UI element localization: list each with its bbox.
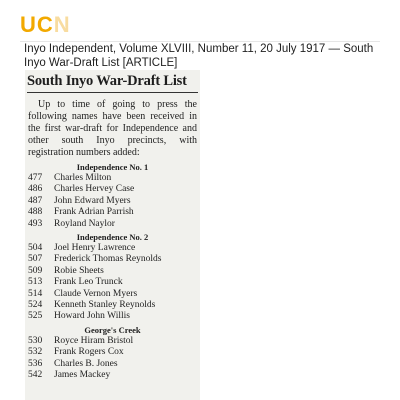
- list-item: [28, 370, 197, 381]
- list-item: [28, 347, 197, 358]
- registration-number: 477: [28, 173, 43, 183]
- registrant-name: Charles Hervey Case: [54, 184, 135, 195]
- registrant-name: Royce Hiram Bristol: [54, 335, 134, 346]
- newspaper-clipping: [25, 70, 200, 400]
- list-item: [28, 184, 197, 195]
- registrant-name: Charles B. Jones: [54, 358, 118, 369]
- registration-number: 504: [28, 243, 43, 254]
- logo-text-faded: N: [53, 12, 71, 37]
- list-item: [28, 254, 197, 265]
- registration-number: 532: [28, 347, 43, 358]
- registrant-name: Robie Sheets: [54, 265, 104, 276]
- registrant-name: Royland Naylor: [54, 218, 115, 229]
- list-item: [28, 311, 197, 322]
- list-item: [28, 289, 197, 300]
- list-item: [28, 277, 197, 288]
- registrant-name: Claude Vernon Myers: [54, 288, 138, 299]
- list-item: [28, 359, 197, 370]
- registration-number: 514: [28, 288, 43, 299]
- registration-number: 524: [28, 300, 43, 311]
- section-heading: Independence No. 1: [76, 162, 149, 172]
- registration-number: 525: [28, 311, 43, 322]
- list-item: [28, 300, 197, 311]
- registration-number: 486: [28, 184, 43, 195]
- list-item: [28, 336, 197, 347]
- registrant-name: Frederick Thomas Reynolds: [54, 254, 162, 265]
- article-title: Inyo Independent, Volume XLVIII, Number 11, 20 July 1917 — South Inyo War-Draft List [ARTICLE]: [24, 43, 374, 69]
- clipping-intro: Up to time of going to press the following names have been received in the first war-draft for Independence and other south Inyo precincts, with registration numbers added:: [28, 99, 197, 158]
- registrant-name: Kenneth Stanley Reynolds: [54, 300, 156, 311]
- registrant-name: Joel Henry Lawrence: [54, 243, 136, 254]
- registration-number: 493: [28, 218, 43, 229]
- registrant-name: James Mackey: [54, 370, 111, 381]
- registrant-name: Frank Rogers Cox: [54, 347, 124, 358]
- clipping-headline: South Inyo War-Draft List: [27, 71, 198, 93]
- ucr-logo[interactable]: [20, 14, 71, 36]
- list-item: [28, 207, 197, 218]
- registrant-name: John Edward Myers: [54, 195, 131, 206]
- registration-number: 509: [28, 265, 43, 276]
- logo-text: UC: [20, 12, 54, 37]
- registrant-name: Frank Adrian Parrish: [54, 207, 134, 218]
- list-item: [28, 219, 197, 230]
- section-heading: Independence No. 2: [76, 232, 149, 243]
- registration-number: 488: [28, 207, 43, 218]
- list-item: [28, 196, 197, 207]
- section-heading: George's Creek: [84, 324, 141, 335]
- registration-number: 507: [28, 254, 43, 265]
- registration-number: 536: [28, 358, 43, 369]
- list-item: [28, 173, 197, 184]
- registration-number: 542: [28, 370, 43, 381]
- registrant-name: Frank Leo Trunck: [54, 277, 123, 288]
- registration-number: 487: [28, 195, 43, 206]
- registration-number: 513: [28, 277, 43, 288]
- list-item: [28, 243, 197, 254]
- list-item: [28, 266, 197, 277]
- registration-number: 530: [28, 335, 43, 346]
- registrant-name: Howard John Willis: [54, 311, 130, 322]
- registrant-name: Charles Milton: [54, 173, 112, 183]
